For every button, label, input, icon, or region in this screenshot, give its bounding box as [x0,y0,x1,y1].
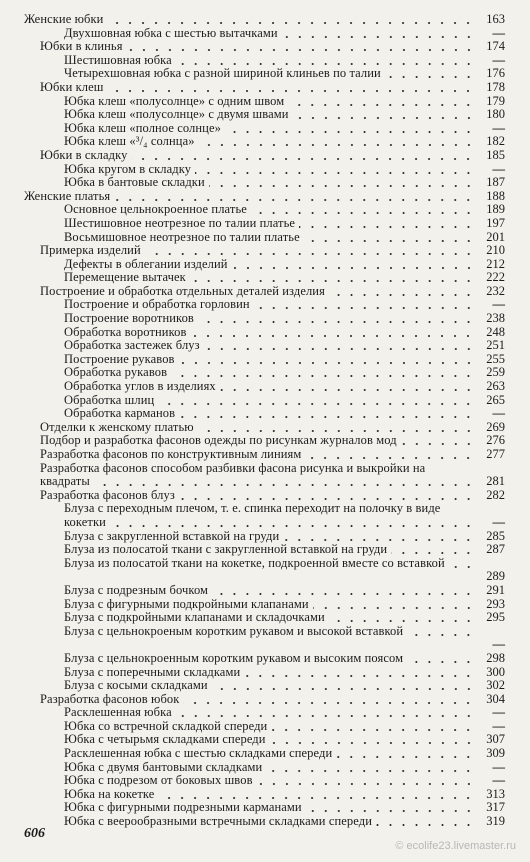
toc-entry-title: Блуза с подрезным бочком [64,582,209,597]
toc-entry [0,163,505,177]
toc-entry-page: 307 [486,732,505,747]
toc-entry-title: Юбка клеш «полусолнце» с двумя швами [64,107,289,122]
toc-entry [0,298,505,312]
toc-entry-title: Юбки в клинья [40,39,123,54]
toc-entry-title: Блуза с цельнокроенным коротким рукавом и высоким поясом [64,650,404,665]
toc-entry [0,27,505,41]
toc-entry-page: — [492,120,505,135]
toc-entry [0,271,505,285]
toc-entry-title: Подбор и разработка фасонов одежды по рисункам журналов мод [40,433,397,448]
toc-entry [0,54,505,68]
toc-entry [0,231,505,245]
toc-entry [0,815,505,829]
toc-entry-title: Двухшовная юбка с шестью вытачками [64,25,278,40]
toc-entry-title: Восьмишовное неотрезное по талии платье [64,229,300,244]
toc-entry-title: Юбка с фигурными подрезными карманами [64,800,302,815]
toc-entry [0,666,505,680]
toc-entry-title: Обработка углов в изделиях [64,379,216,394]
dot-leader [299,226,475,228]
toc-entry [0,40,505,54]
toc-entry-title: Шестишовная юбка [64,52,172,67]
dot-leader [270,742,475,744]
dot-leader [254,307,475,309]
toc-entry-title: Обработка шлиц [64,392,155,407]
dot-leader [107,22,475,24]
toc-entry [0,693,505,707]
toc-entry-title: Разработка фасонов юбок [40,691,180,706]
toc-entry-page: 180 [486,107,505,122]
toc-entry-title: Юбка на кокетке [64,786,155,801]
toc-entry-title: Шестишовное неотрезное по талии платье [64,215,296,230]
toc-entry-title: Юбка со встречной складкой спереди [64,718,268,733]
toc-entry-page: 298 [486,650,505,665]
toc-entry [0,448,505,462]
toc-entry-title: Блуза с цельнокроеным коротким рукавом и высокой вставкой [64,623,404,638]
toc-entry-title: Обработка рукавов [64,365,168,380]
toc-entry-title: Построение и обработка отдельных деталей изделия [40,283,325,298]
toc-entry-title: Юбка в бантовые складки [64,175,205,190]
toc-entry-page: — [492,759,505,774]
toc-entry-page: 174 [486,39,505,54]
toc-entry-page: — [492,297,505,312]
toc-entry-title: Блуза с подкройными клапанами и складочками [64,610,325,625]
dot-leader [145,253,475,255]
toc-entry-title: Юбка с веерообразными встречными складками спереди [64,814,372,829]
dot-leader [288,104,475,106]
toc-entry [0,747,505,761]
toc-entry [0,761,505,775]
dot-leader [94,484,475,486]
toc-entry-page: 263 [486,379,505,394]
dot-leader [220,389,475,391]
dot-leader [306,810,475,812]
toc-entry-title: Женские платья [24,188,111,203]
toc-entry-page: 189 [486,202,505,217]
toc-entry [0,81,505,95]
toc-entry [0,67,505,81]
toc-entry-page: 277 [486,447,505,461]
dot-leader [329,620,475,622]
toc-entry-page: 281 [486,474,505,489]
toc-entry [0,557,505,584]
toc-entry-title: Примерка изделий [40,243,141,258]
toc-entry-page: 289 [486,569,505,584]
toc-entry [0,135,505,149]
toc-entry [0,801,505,815]
dot-leader [212,688,475,690]
dot-leader [127,49,475,51]
toc-entry-title: Разработка фасонов по конструктивным линиям [40,447,302,461]
dot-leader [225,131,475,133]
toc-entry-page: 210 [486,243,505,258]
toc-entry [0,380,505,394]
toc-entry [0,530,505,544]
toc-entry-title: Юбка клеш «полное солнце» [64,120,221,135]
toc-entry [0,176,505,190]
toc-entry-page: 212 [486,256,505,271]
dot-leader [190,335,475,337]
dot-leader [179,362,475,364]
dot-leader [110,525,475,527]
dot-leader [198,321,475,323]
toc-entry-page: 265 [486,392,505,407]
dot-leader [376,824,475,826]
toc-entry-title: Дефекты в облегании изделий [64,256,228,271]
toc-entry-page: — [492,705,505,720]
toc-entry [0,434,505,448]
toc-entry-page: 293 [486,596,505,611]
toc-entry [0,326,505,340]
toc-entry [0,353,505,367]
toc-entry-page: 222 [486,270,505,285]
toc-entry [0,13,505,27]
watermark: © ecolife23.livemaster.ru [395,840,516,852]
toc-entry [0,366,505,380]
toc-entry-title: Расклешенная юбка [64,705,172,720]
toc-entry-page: 313 [486,786,505,801]
toc-entry-page: 163 [486,12,505,26]
toc-entry-title: Блуза из полосатой ткани на кокетке, подкроенной вместе со вставкой [64,555,445,570]
toc-entry-page: — [492,25,505,40]
dot-leader [179,498,475,500]
toc-entry [0,285,505,299]
dot-leader [336,756,475,758]
toc-entry [0,190,505,204]
toc-entry-page: 201 [486,229,505,244]
toc-entry-title: Перемещение вытачек [64,270,186,285]
dot-leader [204,348,475,350]
toc-entry [0,407,505,421]
toc-entry-page: 176 [486,66,505,81]
toc-entry [0,203,505,217]
toc-entry-title: Женские юбки [24,12,104,26]
toc-entry-page: 232 [486,283,505,298]
toc-entry [0,462,505,489]
toc-entry-page: 302 [486,678,505,693]
toc-entry-title: Блуза с закругленной вставкой на груди [64,528,280,543]
toc-entry-title: Юбка с двумя бантовыми складками [64,759,263,774]
toc-entry-page: 291 [486,582,505,597]
dot-leader [176,63,475,65]
dot-leader [212,593,475,595]
toc-entry-title: Построение и обработка горловин [64,297,250,312]
dot-leader [232,267,475,269]
toc-entry [0,543,505,557]
toc-entry-title: Юбка с подрезом от боковых швов [64,773,253,788]
toc-entry-page: — [492,773,505,788]
dot-leader [257,783,475,785]
toc-entry-title: Юбки клеш [40,79,104,94]
toc-entry [0,652,505,666]
dot-leader [407,634,475,636]
toc-entry [0,706,505,720]
toc-entry [0,489,505,503]
dot-leader [407,661,475,663]
dot-leader [304,240,475,242]
toc-entry-page: 269 [486,419,505,434]
toc-entry-page: 259 [486,365,505,380]
toc-entry [0,258,505,272]
toc-entry-title: Обработка воротников [64,324,187,339]
dot-leader [198,430,475,432]
toc-entry-title: Обработка застежек блуз [64,338,200,353]
toc-entry-page: 300 [486,664,505,679]
toc-entry [0,720,505,734]
toc-entry [0,788,505,802]
toc-entry [0,122,505,136]
dot-leader [385,76,475,78]
toc-entry [0,421,505,435]
toc-entry-page: 317 [486,800,505,815]
toc-entry-page: 187 [486,175,505,190]
toc-entry [0,502,505,529]
toc-entry-title: Блуза с поперечными складками [64,664,241,679]
toc-entry-title: Построение рукавов [64,351,175,366]
dot-leader [251,212,475,214]
toc-entry-page: 185 [486,147,505,162]
toc-entry-page: 248 [486,324,505,339]
dot-leader [282,36,475,38]
dot-leader [244,675,475,677]
dot-leader [329,294,475,296]
toc-entry-title: Разработка фасонов способом разбивки фасона рисунка и выкройки на квадраты [40,460,426,489]
dot-leader [449,566,475,568]
toc-entry-title: Блуза с переходным плечом, т. е. спинка переходит на полочку в виде кокетки [64,501,441,529]
toc-entry-page: 285 [486,528,505,543]
page-number: 606 [24,826,45,841]
toc-entry-title: Юбка с четырьмя складками спереди [64,732,266,747]
dot-leader [305,457,475,459]
dot-leader [158,403,475,405]
toc-entry-title: Обработка карманов [64,406,176,421]
toc-entry [0,394,505,408]
toc-entry-title: Разработка фасонов блуз [40,487,175,502]
toc-entry-title: Блуза с косыми складками [64,678,208,693]
toc-entry-page: 188 [486,188,505,203]
toc-entry-title: Юбки в складку [40,147,128,162]
toc-entry [0,244,505,258]
dot-leader [190,280,475,282]
toc-entry-page: 178 [486,79,505,94]
toc-entry [0,598,505,612]
toc-entry [0,149,505,163]
toc-entry [0,584,505,598]
dot-leader [283,539,475,541]
toc-entry-title: Юбка кругом в складку [64,161,192,176]
toc-entry-title: Основное цельнокроенное платье [64,202,247,217]
dot-leader [176,715,475,717]
dot-leader [179,416,475,418]
toc-entry-title: Четырехшовная юбка с разной шириной клиньев по талии [64,66,381,81]
dot-leader [171,375,475,377]
toc-entry-title: Построение воротников [64,311,194,326]
toc-entry-page: 282 [486,487,505,502]
toc-entry-page: — [492,514,505,529]
toc-entry-title: Блуза из полосатой ткани с закругленной вставкой на груди [64,542,388,557]
toc-entry-page: — [492,161,505,176]
toc-entry [0,774,505,788]
toc-entry-page: 319 [486,814,505,829]
dot-leader [107,90,475,92]
toc-entry-page: 238 [486,311,505,326]
toc-entry [0,339,505,353]
dot-leader [293,117,475,119]
toc-entry-page: 182 [486,134,505,149]
toc-entry [0,611,505,625]
dot-leader [158,797,475,799]
toc-entry [0,95,505,109]
table-of-contents [0,13,530,829]
toc-entry-page: 179 [486,93,505,108]
toc-entry-page: 251 [486,338,505,353]
toc-entry [0,625,505,652]
dot-leader [199,144,475,146]
toc-entry-page: 304 [486,691,505,706]
toc-entry-title: Блуза с фигурными подкройными клапанами [64,596,309,611]
dot-leader [114,199,475,201]
toc-entry-page: 309 [486,746,505,761]
toc-entry-page: 255 [486,351,505,366]
toc-entry-page: — [492,406,505,421]
toc-entry-title: Отделки к женскому платью [40,419,194,434]
toc-entry-page: — [492,52,505,67]
toc-entry-page: 197 [486,215,505,230]
dot-leader [391,552,475,554]
toc-entry-title: Юбка клеш «полусолнце» с одним швом [64,93,285,108]
toc-entry-page: — [492,718,505,733]
toc-entry-page: — [492,637,505,652]
toc-entry [0,679,505,693]
toc-entry [0,733,505,747]
dot-leader [271,729,475,731]
dot-leader [266,770,475,772]
dot-leader [209,185,475,187]
toc-entry-title: Юбка клеш «³/₄ солнца» [64,134,195,149]
toc-entry [0,217,505,231]
dot-leader [401,443,475,445]
toc-entry-page: 287 [486,542,505,557]
toc-entry-page: 276 [486,433,505,448]
dot-leader [131,158,475,160]
dot-leader [195,172,475,174]
dot-leader [183,702,475,704]
toc-entry [0,312,505,326]
toc-entry [0,108,505,122]
dot-leader [313,607,475,609]
toc-entry-title: Расклешенная юбка с шестью складками спереди [64,746,333,761]
toc-entry-page: 295 [486,610,505,625]
